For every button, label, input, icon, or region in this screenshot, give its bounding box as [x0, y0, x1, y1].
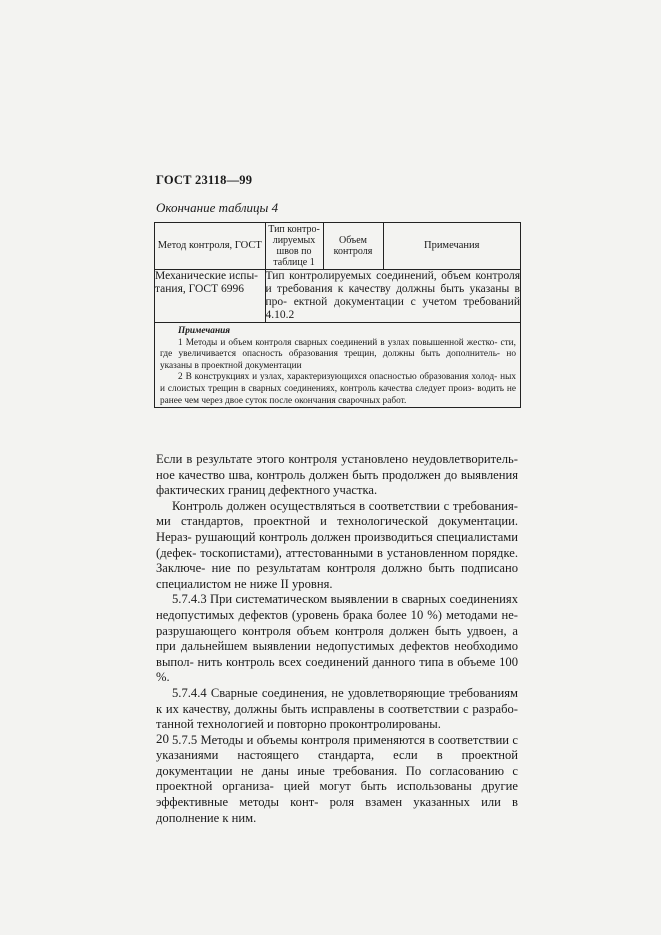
- header-method: Метод контроля, ГОСТ: [155, 223, 265, 270]
- table-row: [155, 270, 520, 323]
- header-weld-types: Тип контро- лируемых швов по таблице 1: [265, 223, 323, 270]
- cell-method: Механические испы- тания, ГОСТ 6996: [155, 270, 265, 323]
- paragraph-5-7-5: 5.7.5 Методы и объемы контроля применяются в соответствии с указаниями настоящего стандарта, если в проектной документации не даны иные требования. По согласованию с проектной организа- цией могут быть использованы другие эффективные методы конт- роля взамен указанных или в дополнение к ним.: [156, 732, 518, 825]
- body-text: [156, 452, 518, 826]
- paragraph-5-7-4-4: 5.7.4.4 Сварные соединения, не удовлетворяющие требованиям к их качеству, должны быть исправлены в соответствии с разрабо- танной технологией и повторно проконтролированы.: [156, 685, 518, 732]
- page-number: 20: [156, 731, 169, 746]
- table-notes: [155, 323, 520, 407]
- document-code: ГОСТ 23118—99: [156, 173, 253, 187]
- table-header-row: [155, 223, 520, 270]
- paragraph-1: Если в результате этого контроля установлено неудовлетворитель- ное качество шва, контроль должен быть продолжен до выявления фактических границ дефектного участка.: [156, 452, 518, 498]
- table-caption: Окончание таблицы 4: [156, 200, 279, 215]
- note-1: 1 Методы и объем контроля сварных соединений в узлах повышенной жестко- сти, где увеличивается опасность образования трещин, должны быть дополнитель- но указаны в проектной документации: [160, 337, 516, 371]
- table-4-continuation: [154, 222, 521, 408]
- note-2: 2 В конструкциях и узлах, характеризующихся опасностью образования холод- ных и слоистых трещин в сварных соединениях, контроль качества следует произ- водить не ранее чем через двое суток после окончания сварочных работ.: [160, 372, 516, 406]
- paragraph-5-7-4-3: 5.7.4.3 При систематическом выявлении в сварных соединениях недопустимых дефектов (уровень брака более 10 %) методами не- разрушающего контроля объем контроля должен быть удвоен, а при дальнейшем выявлении недопустимых дефектов необходимо выпол- нить контроль всех соединений данного типа в объеме 100 %.: [156, 592, 518, 685]
- spec-table: [155, 223, 520, 407]
- header-scope: Объем контроля: [323, 223, 383, 270]
- table-notes-row: [155, 323, 520, 408]
- paragraph-2: Контроль должен осуществляться в соответствии с требования- ми стандартов, проектной и технологической документации. Нераз- рушающий контроль должен производиться специалистами (дефек- тоскопистами), аттестованными в установленном порядке. Заключе- ние по результатам контроля должно быть подписано специалистом не ниже II уровня.: [156, 498, 518, 591]
- header-notes: Примечания: [383, 223, 520, 270]
- cell-description: Тип контролируемых соединений, объем контроля и требования к качеству должны быть указаны в про- ектной документации с учетом требований 4.10.2: [265, 270, 520, 321]
- notes-title: Примечания: [178, 326, 231, 336]
